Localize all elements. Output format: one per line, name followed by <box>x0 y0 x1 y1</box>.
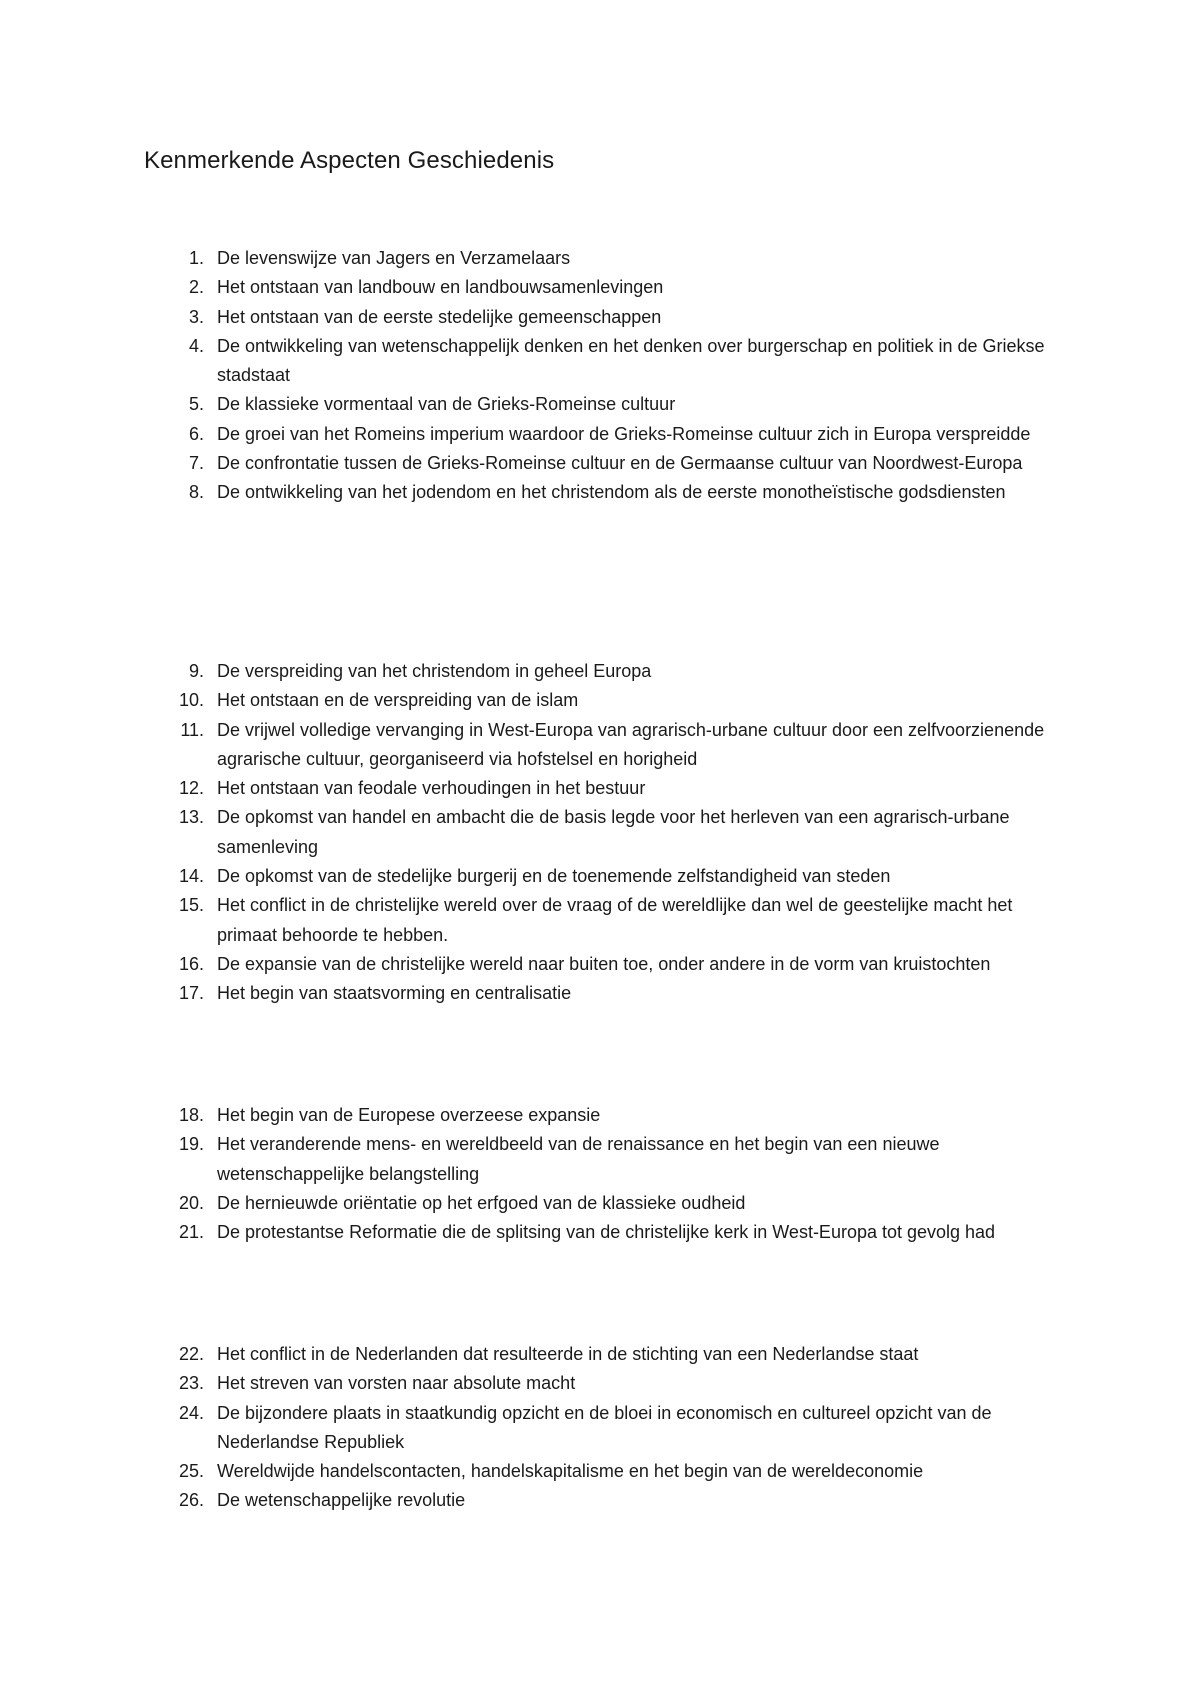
list-item-text: De klassieke vormentaal van de Grieks-Romeinse cultuur <box>217 394 676 415</box>
list-item <box>0 244 1200 273</box>
list-item-number: 2. <box>188 277 204 298</box>
numbered-list-section-2 <box>0 657 1200 1009</box>
list-item-number: 13. <box>178 807 204 828</box>
list-item-number: 23. <box>178 1373 204 1394</box>
list-item-text: De hernieuwde oriëntatie op het erfgoed van de klassieke oudheid <box>217 1192 746 1213</box>
list-item-number: 24. <box>178 1402 204 1423</box>
list-item-text: Het veranderende mens- en wereldbeeld van de renaissance en het begin van een nieuwe wetenschappelijke belangstelling <box>217 1134 940 1184</box>
numbered-list-section-3 <box>0 1101 1200 1247</box>
list-item-text: De levenswijze van Jagers en Verzamelaars <box>217 248 571 268</box>
list-item-number: 3. <box>188 306 204 327</box>
list-item <box>0 862 1200 891</box>
list-item-text: Het ontstaan van landbouw en landbouwsamenlevingen <box>217 277 664 298</box>
list-item-text: Het conflict in de christelijke wereld over de vraag of de wereldlijke dan wel de geestelijke macht het primaat behoorde te hebben. <box>217 895 1013 945</box>
list-item-text: Het streven van vorsten naar absolute macht <box>217 1373 576 1394</box>
list-item-number: 18. <box>178 1105 204 1125</box>
list-item-text: De expansie van de christelijke wereld naar buiten toe, onder andere in de vorm van kruistochten <box>217 953 991 974</box>
list-item-text: De wetenschappelijke revolutie <box>217 1490 466 1511</box>
list-item <box>0 420 1200 449</box>
list-item-text: De vrijwel volledige vervanging in West-Europa van agrarisch-urbane cultuur door een zelfvoorzienende agrarische cultuur, georganiseerd via hofstelsel en horigheid <box>217 719 1045 769</box>
numbered-list-section-1 <box>0 244 1200 508</box>
list-item-text: De opkomst van de stedelijke burgerij en de toenemende zelfstandigheid van steden <box>217 866 891 887</box>
list-item-text: De ontwikkeling van het jodendom en het christendom als de eerste monotheïstische godsdiensten <box>217 482 1006 503</box>
list-item <box>0 1218 1200 1247</box>
list-item-text: Het begin van de Europese overzeese expansie <box>217 1105 601 1125</box>
list-item-text: Het ontstaan van feodale verhoudingen in het bestuur <box>217 778 646 799</box>
list-item <box>0 891 1200 950</box>
list-item <box>0 979 1200 1008</box>
list-item <box>0 1340 1200 1369</box>
list-item-text: De confrontatie tussen de Grieks-Romeinse cultuur en de Germaanse cultuur van Noordwest-Europa <box>217 453 1023 474</box>
list-item-text: De opkomst van handel en ambacht die de basis legde voor het herleven van een agrarisch-urbane samenleving <box>217 807 1010 857</box>
list-item-text: Het ontstaan en de verspreiding van de islam <box>217 690 579 711</box>
numbered-list-section-4 <box>0 1340 1200 1516</box>
list-item-number: 12. <box>178 778 204 799</box>
list-item-text: De bijzondere plaats in staatkundig opzicht en de bloei in economisch en cultureel opzicht van de Nederlandse Republiek <box>217 1402 992 1452</box>
list-item <box>0 1399 1200 1458</box>
list-item-text: De protestantse Reformatie die de splitsing van de christelijke kerk in West-Europa tot gevolg had <box>217 1222 996 1243</box>
list-item <box>0 803 1200 862</box>
list-item-text: Het conflict in de Nederlanden dat resulteerde in de stichting van een Nederlandse staat <box>217 1344 919 1364</box>
list-item <box>0 390 1200 419</box>
list-item <box>0 303 1200 332</box>
list-item <box>0 1486 1200 1515</box>
list-item <box>0 478 1200 507</box>
list-item <box>0 774 1200 803</box>
list-item <box>0 332 1200 391</box>
list-item-number: 14. <box>178 866 204 887</box>
list-item <box>0 1189 1200 1218</box>
list-item <box>0 1101 1200 1130</box>
list-item <box>0 1457 1200 1486</box>
list-item-number: 7. <box>188 453 204 474</box>
list-item-number: 11. <box>180 719 204 740</box>
list-item <box>0 273 1200 302</box>
list-item-text: De ontwikkeling van wetenschappelijk denken en het denken over burgerschap en politiek in de Griekse stadstaat <box>217 335 1045 386</box>
list-item <box>0 950 1200 979</box>
document-title: Kenmerkende Aspecten Geschiedenis <box>144 147 555 174</box>
list-item-number: 20. <box>178 1192 204 1213</box>
list-item <box>0 1130 1200 1189</box>
list-item-text: Wereldwijde handelscontacten, handelskapitalisme en het begin van de wereldeconomie <box>217 1461 924 1482</box>
list-item-number: 5. <box>188 394 204 415</box>
list-item-number: 9. <box>188 661 204 681</box>
list-item-number: 16. <box>178 953 204 974</box>
list-item-number: 19. <box>178 1134 204 1155</box>
list-item <box>0 716 1200 775</box>
list-item-number: 17. <box>178 983 204 1004</box>
list-item-text: Het ontstaan van de eerste stedelijke gemeenschappen <box>217 306 662 327</box>
list-item-number: 4. <box>188 335 204 356</box>
list-item-number: 1. <box>188 248 204 268</box>
list-item-number: 26. <box>178 1490 204 1511</box>
list-item-number: 21. <box>178 1222 204 1243</box>
list-item-number: 15. <box>178 895 204 916</box>
list-item-number: 8. <box>188 482 204 503</box>
list-item-number: 6. <box>188 423 204 444</box>
list-item-text: De groei van het Romeins imperium waardoor de Grieks-Romeinse cultuur zich in Europa verspreidde <box>217 423 1031 444</box>
list-item <box>0 449 1200 478</box>
list-item <box>0 1369 1200 1398</box>
list-item-number: 25. <box>178 1461 204 1482</box>
list-item-text: Het begin van staatsvorming en centralisatie <box>217 983 572 1004</box>
list-item <box>0 657 1200 686</box>
list-item <box>0 686 1200 715</box>
list-item-text: De verspreiding van het christendom in geheel Europa <box>217 661 652 681</box>
list-item-number: 22. <box>178 1344 204 1364</box>
list-item-number: 10. <box>178 690 204 711</box>
